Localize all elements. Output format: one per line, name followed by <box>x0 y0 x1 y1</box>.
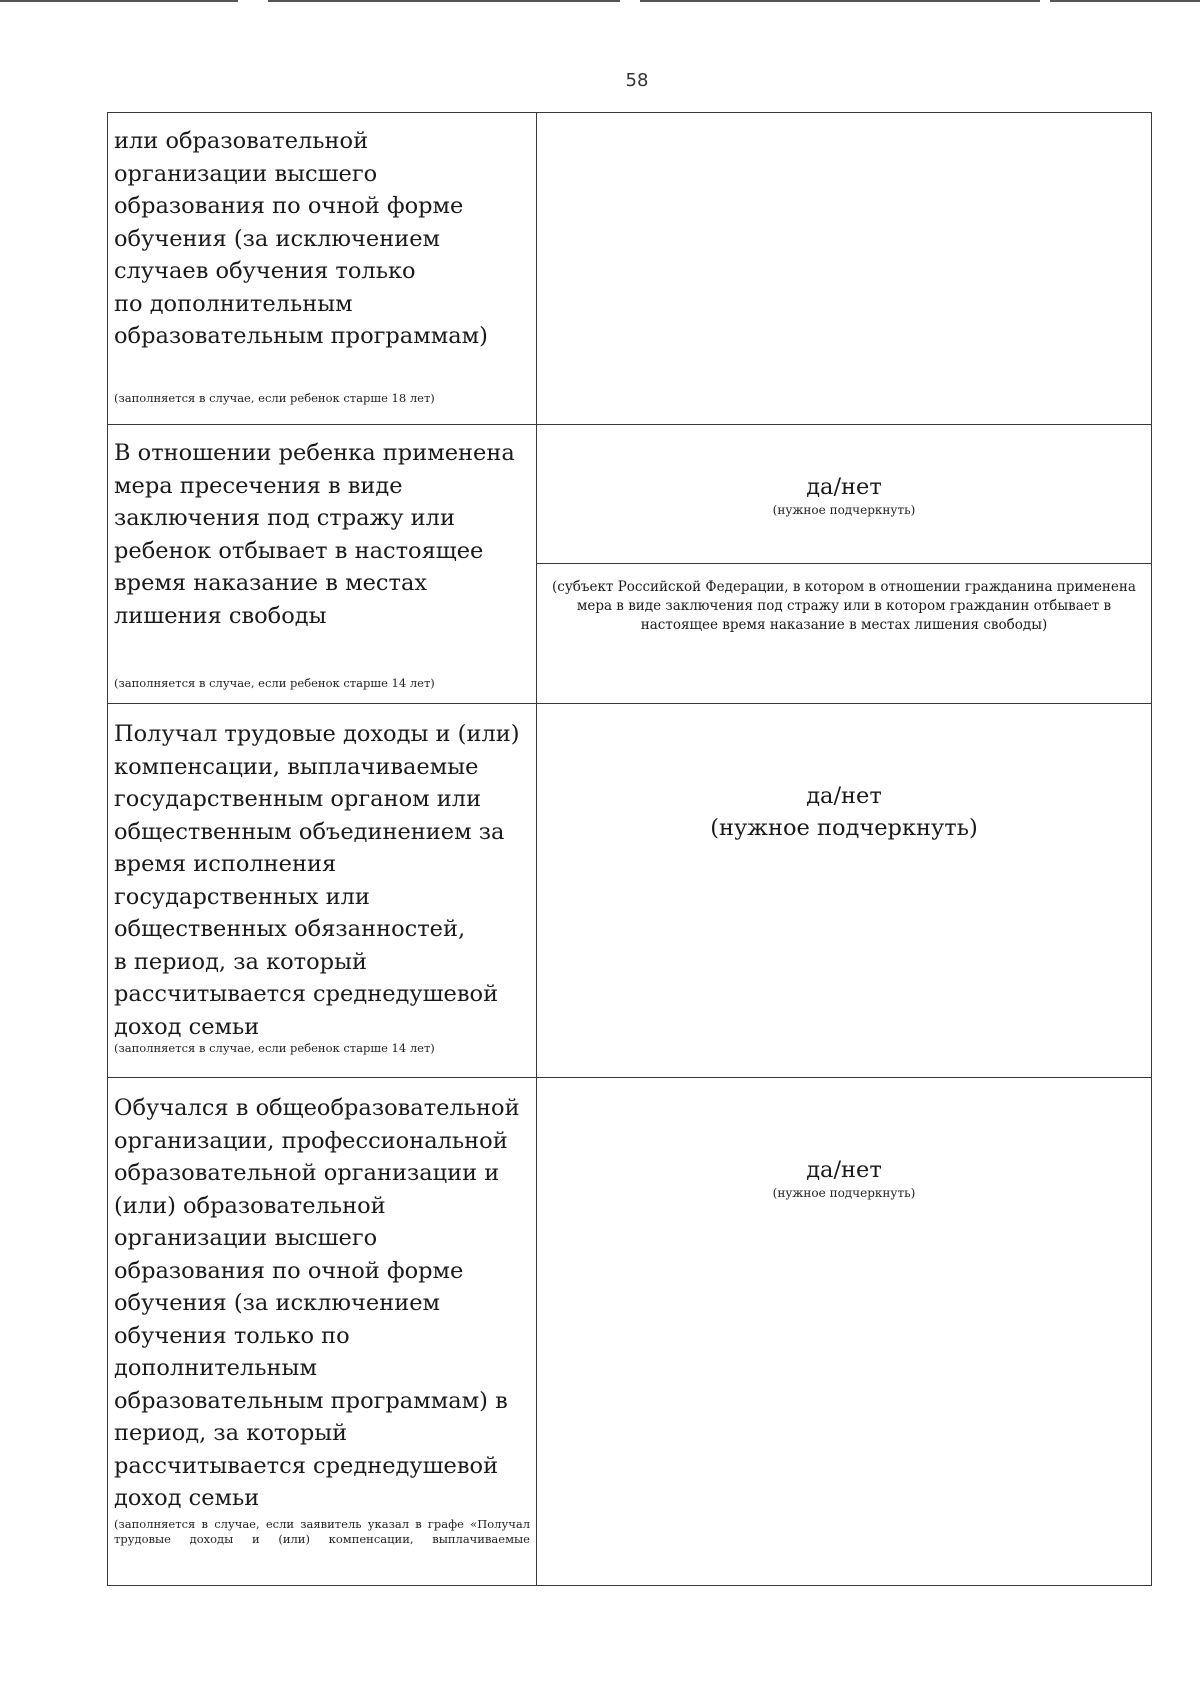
fill-condition-note: (заполняется в случае, если заявитель указал в графе «Получал трудовые доходы и (или) компенсации, выплачиваемые <box>114 1516 530 1546</box>
scan-top-rule <box>640 0 1040 2</box>
scan-top-rule <box>0 0 238 2</box>
yes-no-option[interactable]: да/нет <box>806 1157 882 1183</box>
table-row <box>108 704 1152 1078</box>
underline-hint: (нужное подчеркнуть) <box>710 815 978 841</box>
question-text: В отношении ребенка применена мера пресечения в виде заключения под стражу или ребенок отбывает в настоящее время наказание в местах лишения свободы <box>114 440 515 629</box>
page-number: 58 <box>625 70 649 91</box>
fill-condition-note: (заполняется в случае, если ребенок старше 14 лет) <box>114 1041 435 1055</box>
question-cell <box>108 113 537 425</box>
table-row <box>108 425 1152 564</box>
underline-hint: (нужное подчеркнуть) <box>772 503 916 517</box>
answer-cell[interactable] <box>537 113 1152 425</box>
subject-caption: (субъект Российской Федерации, в котором в отношении гражданина применена мера в виде заключения под стражу или в котором гражданин отбывает в настоящее время наказание в местах лишения свободы) <box>552 578 1136 633</box>
subject-cell[interactable] <box>537 563 1152 703</box>
answer-cell[interactable] <box>537 704 1152 1078</box>
yes-no-option[interactable]: да/нет <box>806 783 882 809</box>
question-text: Обучался в общеобразовательной организации, профессиональной образовательной организации и (или) образовательной организации высшего образования по очной форме обучения (за исключением обучения только по дополнительным образовательным программам) в период, за который рассчитывается среднедушевой доход семьи <box>114 1095 520 1511</box>
answer-cell[interactable] <box>537 425 1152 564</box>
underline-hint: (нужное подчеркнуть) <box>772 1186 916 1200</box>
question-text: или образовательной организации высшего образования по очной форме обучения (за исключением случаев обучения только по дополнительным образовательным программам) <box>114 128 488 349</box>
question-cell <box>108 1078 537 1586</box>
question-text: Получал трудовые доходы и (или) компенсации, выплачиваемые государственным органом или общественным объединением за время исполнения государственных или общественных обязанностей, в период, за который рассчитывается среднедушевой доход семьи <box>114 721 520 1040</box>
yes-no-option[interactable]: да/нет <box>806 474 882 500</box>
application-form-table <box>107 112 1152 1586</box>
question-cell <box>108 704 537 1078</box>
question-cell <box>108 425 537 704</box>
table-row <box>108 1078 1152 1586</box>
fill-condition-note: (заполняется в случае, если ребенок старше 18 лет) <box>114 391 435 405</box>
scan-top-rule <box>268 0 620 2</box>
table-row <box>108 113 1152 425</box>
fill-condition-note: (заполняется в случае, если ребенок старше 14 лет) <box>114 676 435 690</box>
answer-cell[interactable] <box>537 1078 1152 1586</box>
scan-top-rule <box>1050 0 1200 2</box>
